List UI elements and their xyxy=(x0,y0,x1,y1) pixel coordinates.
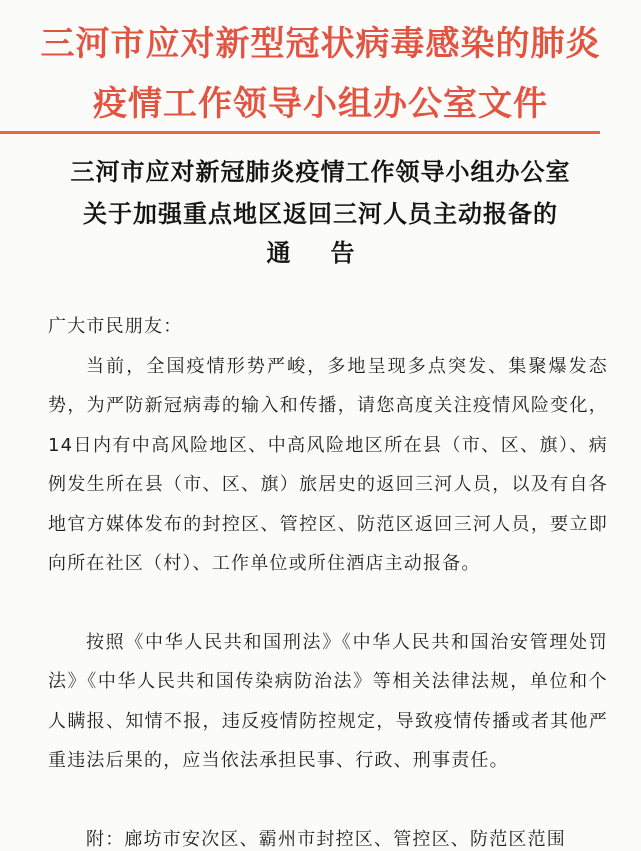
notice-title-line-1: 三河市应对新冠肺炎疫情工作领导小组办公室 xyxy=(70,158,571,186)
issuer-header-line-2: 疫情工作领导小组办公室文件 xyxy=(93,84,548,124)
issuer-header-line-1: 三河市应对新型冠状病毒感染的肺炎 xyxy=(40,24,601,64)
notice-title-line-3: 通告 xyxy=(266,239,395,267)
salutation: 广大市民朋友： xyxy=(48,316,183,337)
paragraph-3-attachment: 附：廊坊市安次区、霸州市封控区、管控区、防范区范围 xyxy=(86,829,566,850)
header-divider xyxy=(0,131,600,134)
paragraph-2: 按照《中华人民共和国刑法》《中华人民共和国治安管理处罚法》《中华人民共和国传染病防治法》等相关法律法规，单位和个人瞒报、知情不报，违反疫情防控规定，导致疫情传播或者其他严重违法后果的，应当依法承担民事、行政、刑事责任。 xyxy=(48,632,608,772)
notice-title-line-2: 关于加强重点地区返回三河人员主动报备的 xyxy=(83,200,558,228)
paragraph-1: 当前，全国疫情形势严峻，多地呈现多点突发、集聚爆发态势，为严防新冠病毒的输入和传播，请您高度关注疫情风险变化，14日内有中高风险地区、中高风险地区所在县（市、区、旗）、病例发生所在县（市、区、旗）旅居史的返回三河人员，以及有自各地官方媒体发布的封控区、管控区、防范区返回三河人员，要立即向所在社区（村）、工作单位或所住酒店主动报备。 xyxy=(48,356,608,575)
